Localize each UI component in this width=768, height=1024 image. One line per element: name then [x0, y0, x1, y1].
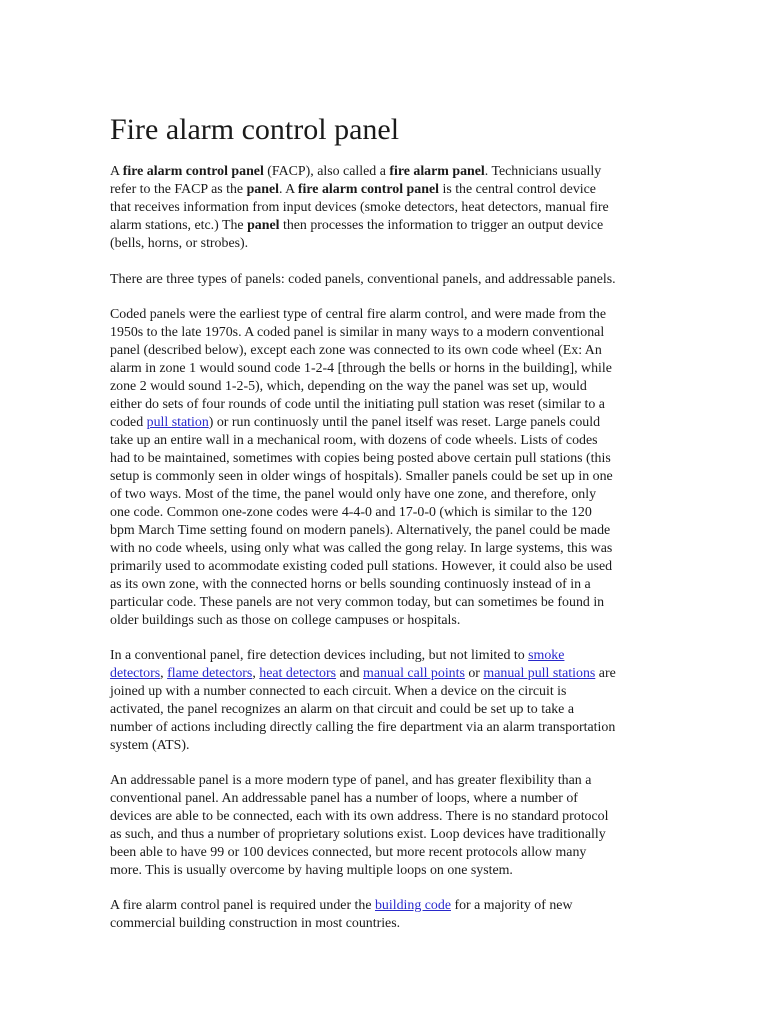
smoke-detectors-link[interactable]: smoke	[528, 648, 565, 663]
paragraph-4-line-2	[110, 665, 616, 683]
paragraph-3-line-17: particular code. These panels are not very common today, but can sometimes be found in	[110, 595, 605, 610]
text-run: ,	[160, 666, 168, 681]
paragraph-4-line-3: joined up with a number connected to each circuit. When a device on the circuit is	[110, 684, 567, 699]
paragraph-3-line-8: take up an entire wall in a mechanical room, with dozens of code wheels. Lists of codes	[110, 433, 598, 448]
text-run: coded	[110, 415, 147, 430]
paragraph-3-line-5: zone 2 would sound 1-2-5), which, depending on the way the panel was set up, would	[110, 379, 587, 394]
text-run: then processes the information to trigger an output device	[279, 218, 604, 233]
paragraph-3-line-18: older buildings such as those on college campuses or hospitals.	[110, 613, 461, 628]
paragraph-3-line-16: as its own zone, with the connected horns or bells sounding continuosly instead of in a	[110, 577, 591, 592]
text-run: is the central control device	[438, 182, 596, 197]
manual-call-points-link[interactable]: manual call points	[363, 666, 465, 681]
paragraph-5-line-2: conventional panel. An addressable panel has a number of loops, where a number of	[110, 791, 578, 806]
paragraph-1-line-3: that receives information from input devices (smoke detectors, heat detectors, manual fire	[110, 200, 609, 215]
text-run: (FACP), also called a	[263, 164, 390, 179]
text-run: are	[595, 666, 616, 681]
bold-term: fire alarm panel	[389, 164, 485, 179]
paragraph-5-line-1: An addressable panel is a more modern type of panel, and has greater flexibility than a	[110, 773, 592, 788]
text-run: refer to the FACP as the	[110, 182, 247, 197]
paragraph-1-line-1	[110, 163, 601, 181]
flame-detectors-link[interactable]: flame detectors	[167, 666, 253, 681]
heat-detectors-link[interactable]: heat detectors	[259, 666, 337, 681]
paragraph-1-line-4	[110, 217, 603, 235]
text-run: ,	[252, 666, 260, 681]
paragraph-4-line-1	[110, 647, 564, 665]
bold-term: fire alarm control panel	[297, 182, 439, 197]
text-run: and	[336, 666, 364, 681]
paragraph-6-line-2: commercial building construction in most countries.	[110, 916, 401, 931]
paragraph-3-line-9: had to be maintained, sometimes with copies being posted above certain pull stations (this	[110, 451, 611, 466]
paragraph-1-line-5: (bells, horns, or strobes).	[110, 236, 249, 251]
building-code-link[interactable]: building code	[374, 898, 451, 913]
paragraph-3-line-13: bpm March Time setting found on modern panels). Alternatively, the panel could be made	[110, 523, 611, 538]
text-run: alarm stations, etc.) The	[110, 218, 248, 233]
smoke-detectors-link[interactable]: detectors	[110, 666, 161, 681]
paragraph-6-line-1	[110, 897, 573, 915]
text-run: A fire alarm control panel is required under the	[110, 898, 375, 913]
bold-term: panel	[246, 182, 279, 197]
paragraph-3-line-7	[110, 414, 600, 432]
text-run: for a majority of new	[450, 898, 573, 913]
paragraph-3-line-3: panel (described below), except each zone was connected to its own code wheel (Ex: An	[110, 343, 602, 358]
paragraph-4-line-4: activated, the panel recognizes an alarm on that circuit and could be set up to take a	[110, 702, 574, 717]
text-run: A	[110, 164, 123, 179]
bold-term: fire alarm control panel	[122, 164, 264, 179]
paragraph-5-line-4: as such, and thus a number of proprietary solutions exist. Loop devices have traditionally	[110, 827, 606, 842]
paragraph-3-line-4: alarm in zone 1 would sound code 1-2-4 [through the bells or horns in the building], while	[110, 361, 612, 376]
page-title: Fire alarm control panel	[110, 113, 400, 146]
paragraph-3-line-6: either do sets of four rounds of code until the initiating pull station was reset (similar to a	[110, 397, 605, 412]
paragraph-5-line-3: devices are able to be connected, each with its own address. There is no standard protocol	[110, 809, 609, 824]
paragraph-3-line-12: one code. Common one-zone codes were 4-4-0 and 17-0-0 (which is similar to the 120	[110, 505, 592, 520]
paragraph-3-line-14: with no code wheels, using only what was called the gong relay. In large systems, this was	[110, 541, 613, 556]
paragraph-2-line-1: There are three types of panels: coded panels, conventional panels, and addressable panels.	[110, 272, 616, 287]
manual-pull-stations-link[interactable]: manual pull stations	[483, 666, 596, 681]
paragraph-1-line-2	[110, 181, 596, 199]
text-run: or	[464, 666, 484, 681]
paragraph-3-line-2: 1950s to the late 1970s. A coded panel is similar in many ways to a modern conventional	[110, 325, 605, 340]
text-run: ) or run continuosly until the panel itself was reset. Large panels could	[208, 415, 601, 430]
paragraph-4-line-6: system (ATS).	[110, 738, 190, 753]
paragraph-4-line-5: number of actions including directly calling the fire department via an alarm transportation	[110, 720, 616, 735]
text-run: . Technicians usually	[484, 164, 602, 179]
paragraph-3-line-15: primarily used to acommodate existing coded pull stations. However, it could also be used	[110, 559, 613, 574]
paragraph-3-line-1: Coded panels were the earliest type of central fire alarm control, and were made from the	[110, 307, 606, 322]
text-run: In a conventional panel, fire detection devices including, but not limited to	[110, 648, 529, 663]
pull-station-link[interactable]: pull station	[146, 415, 209, 430]
paragraph-5-line-5: been able to have 99 or 100 devices connected, but more recent protocols allow many	[110, 845, 587, 860]
bold-term: panel	[247, 218, 280, 233]
paragraph-3-line-10: setup is commonly seen in older wings of hospitals). Smaller panels could be set up in one	[110, 469, 613, 484]
text-run: . A	[278, 182, 298, 197]
paragraph-3-line-11: of two ways. Most of the time, the panel would only have one zone, and therefore, only	[110, 487, 597, 502]
paragraph-5-line-6: more. This is usually overcome by having multiple loops on one system.	[110, 863, 513, 878]
